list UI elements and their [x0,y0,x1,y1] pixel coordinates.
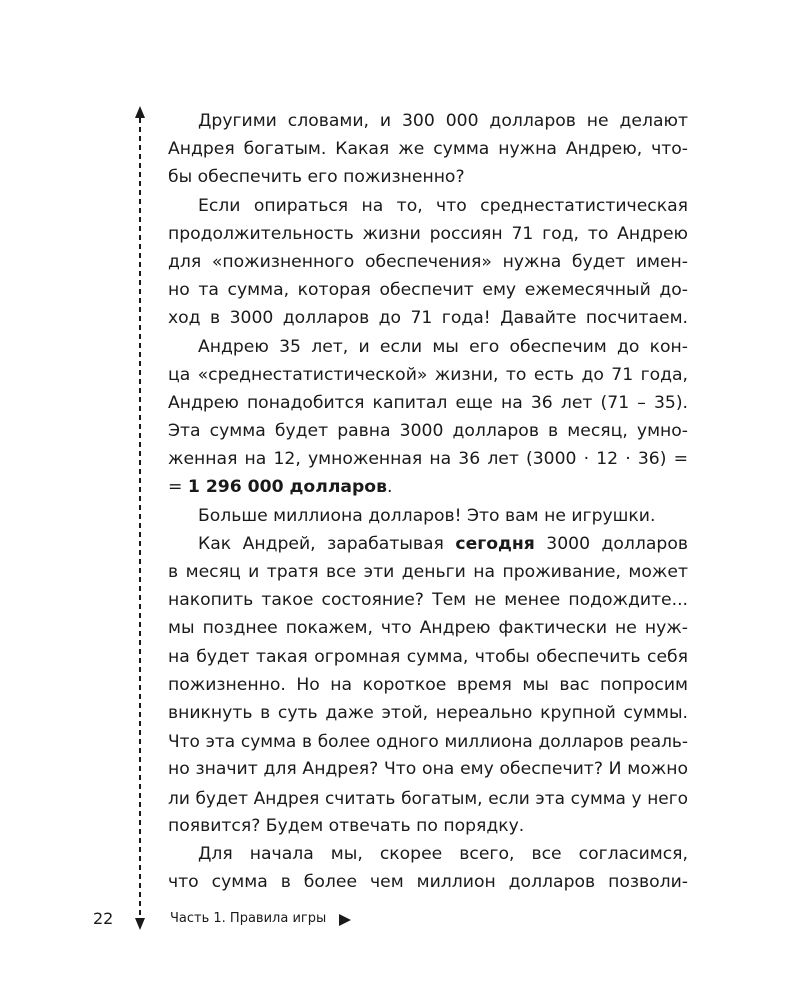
vertical-dashed-arrow-icon [132,106,148,930]
text-line: Андрея богатым. Какая же сумма нужна Андрею, что- [168,139,688,160]
text-line: вникнуть в суть даже этой, нереально крупной суммы. [168,702,688,723]
andrey-suffix: 3000 долларов [534,533,688,554]
text-line: Больше миллиона долларов! Это вам не игрушки. [198,505,656,526]
text-line: но значит для Андрея? Что она ему обеспечит? И можно [168,759,688,780]
text-line: женная на 12, умноженная на 36 лет (3000 · 12 · 36) = [168,449,688,470]
text-line: бы обеспечить его пожизненно? [168,167,465,188]
andrey-prefix: Как Андрей, зарабатывая [198,533,456,554]
andrey-line [168,530,688,558]
right-triangle-icon [339,914,351,926]
text-line: Андрею 35 лет, и если мы его обеспечим до кон- [198,336,688,357]
text-line: появится? Будем отвечать по порядку. [168,815,525,836]
text-line: Если опираться на то, что среднестатистическая [198,195,688,216]
text-line: ход в 3000 долларов до 71 года! Давайте посчитаем. [168,308,688,329]
text-line: Другими словами, и 300 000 долларов не делают [198,111,688,131]
text-line: для «пожизненного обеспечения» нужна будет имен- [168,251,688,272]
text-line: в месяц и тратя все эти деньги на проживание, может [168,562,688,582]
text-line: накопить такое состояние? Тем не менее подождите... [168,590,688,611]
text-line: продолжительность жизни россиян 71 год, то Андрею [168,223,688,244]
text-line: Что эта сумма в более одного миллиона долларов реаль- [168,731,688,752]
text-line: на будет такая огромная сумма, чтобы обеспечить себя [168,646,688,667]
text-line: Для начала мы, скорее всего, все согласимся, [198,843,688,864]
text-line: но та сумма, которая обеспечит ему ежемесячный до- [168,280,688,301]
result-line [168,473,688,501]
body-text [168,107,688,896]
page-footer [0,905,800,935]
emphasis-today: сегодня [455,533,535,554]
text-line: мы позднее покажем, что Андрею фактически не нуж- [168,618,688,639]
result-suffix: . [387,477,393,498]
result-amount: 1 296 000 долларов [187,477,387,498]
running-title: Часть 1. Правила игры [170,911,327,926]
text-line: пожизненно. Но на короткое время мы вас попросим [168,674,688,695]
text-line: Эта сумма будет равна 3000 долларов в месяц, умно- [168,421,688,442]
text-line: Андрею понадобится капитал еще на 36 лет (71 – 35). [168,392,688,413]
result-prefix: = [168,477,188,498]
page-number: 22 [93,909,114,928]
text-line: ли будет Андрея считать богатым, если эта сумма у него [168,787,688,808]
text-line: что сумма в более чем миллион долларов позволи- [168,872,688,893]
text-line: ца «среднестатистической» жизни, то есть до 71 года, [168,364,688,385]
